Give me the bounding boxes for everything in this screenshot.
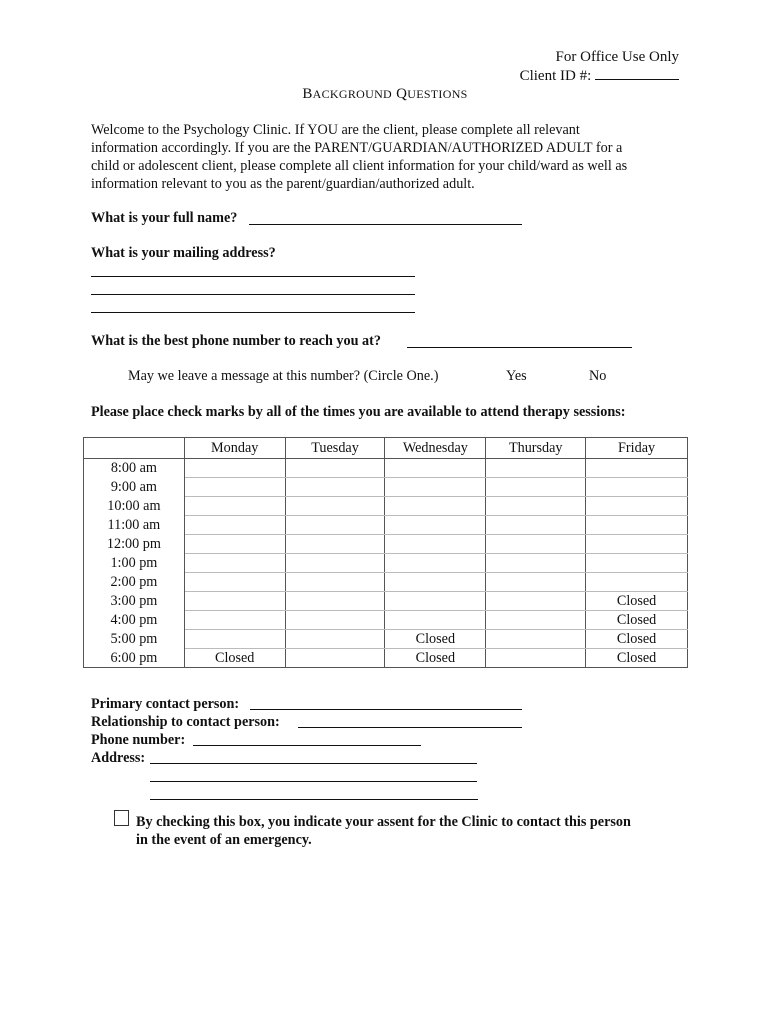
table-row [84, 573, 688, 592]
table-row [84, 459, 688, 478]
availability-cell[interactable] [385, 535, 486, 554]
availability-prompt: Please place check marks by all of the times you are available to attend therapy sessions: [91, 404, 626, 420]
table-row [84, 535, 688, 554]
closed-cell: Closed [184, 649, 285, 668]
time-column-header [84, 438, 185, 459]
availability-cell[interactable] [586, 573, 688, 592]
table-row [84, 478, 688, 497]
availability-cell[interactable] [486, 478, 586, 497]
contact-address-row [91, 749, 280, 767]
phone-question: What is the best phone number to reach you at? [91, 333, 381, 349]
contact-address-label: Address: [91, 750, 146, 766]
day-header: Wednesday [385, 438, 486, 459]
title-initial-b: B [302, 86, 313, 102]
availability-cell[interactable] [486, 611, 586, 630]
availability-cell[interactable] [184, 459, 285, 478]
contact-address-line-2[interactable] [150, 781, 477, 782]
relationship-label: Relationship to contact person: [91, 714, 280, 730]
availability-cell[interactable] [586, 497, 688, 516]
day-header: Tuesday [285, 438, 385, 459]
mailing-address-line-1[interactable] [91, 276, 415, 277]
availability-cell[interactable] [486, 535, 586, 554]
table-row [84, 497, 688, 516]
page-title [0, 86, 770, 103]
availability-cell[interactable] [486, 573, 586, 592]
time-slot-label: 5:00 pm [84, 630, 185, 649]
office-use-label: For Office Use Only [555, 49, 679, 65]
availability-cell[interactable] [285, 554, 385, 573]
primary-contact-field[interactable] [250, 709, 522, 710]
contact-address-line-1[interactable] [150, 763, 477, 764]
day-header: Thursday [486, 438, 586, 459]
closed-cell: Closed [586, 630, 688, 649]
intro-line: information accordingly. If you are the PARENT/GUARDIAN/AUTHORIZED ADULT for a [91, 140, 623, 156]
primary-contact-row [91, 695, 280, 713]
availability-cell[interactable] [184, 573, 285, 592]
time-slot-label: 9:00 am [84, 478, 185, 497]
availability-cell[interactable] [486, 459, 586, 478]
availability-cell[interactable] [385, 497, 486, 516]
availability-cell[interactable] [385, 573, 486, 592]
availability-cell[interactable] [285, 630, 385, 649]
availability-cell[interactable] [285, 497, 385, 516]
availability-cell[interactable] [285, 592, 385, 611]
table-row [84, 516, 688, 535]
availability-cell[interactable] [184, 535, 285, 554]
emergency-consent-text [136, 813, 696, 849]
intro-line: information relevant to you as the parent/guardian/authorized adult. [91, 176, 475, 192]
day-header: Friday [586, 438, 688, 459]
office-use-block [520, 48, 679, 85]
contact-address-line-3[interactable] [150, 799, 478, 800]
time-slot-label: 3:00 pm [84, 592, 185, 611]
time-slot-label: 10:00 am [84, 497, 185, 516]
availability-table [83, 437, 688, 668]
time-slot-label: 12:00 pm [84, 535, 185, 554]
emergency-consent-checkbox[interactable] [114, 810, 129, 826]
availability-cell[interactable] [486, 592, 586, 611]
contact-phone-row [91, 731, 280, 749]
contact-phone-label: Phone number: [91, 732, 186, 748]
availability-cell[interactable] [184, 630, 285, 649]
table-row [84, 649, 688, 668]
time-slot-label: 2:00 pm [84, 573, 185, 592]
intro-paragraph [91, 121, 681, 193]
title-smallcaps-1: ACKGROUND [312, 87, 393, 101]
availability-cell[interactable] [385, 592, 486, 611]
message-prompt: May we leave a message at this number? (Circle One.) [128, 368, 439, 384]
message-no-option[interactable]: No [589, 368, 607, 384]
availability-cell[interactable] [285, 459, 385, 478]
availability-cell[interactable] [285, 649, 385, 668]
availability-cell[interactable] [184, 478, 285, 497]
availability-cell[interactable] [586, 516, 688, 535]
day-header: Monday [184, 438, 285, 459]
relationship-field[interactable] [298, 727, 522, 728]
intro-line: Welcome to the Psychology Clinic. If YOU are the client, please complete all relevant [91, 122, 580, 138]
time-slot-label: 1:00 pm [84, 554, 185, 573]
closed-cell: Closed [586, 592, 688, 611]
availability-cell[interactable] [184, 611, 285, 630]
availability-cell[interactable] [385, 611, 486, 630]
availability-cell[interactable] [285, 478, 385, 497]
full-name-field[interactable] [249, 224, 522, 225]
availability-cell[interactable] [586, 554, 688, 573]
intro-line: child or adolescent client, please complete all client information for your child/ward as well as [91, 158, 628, 174]
title-smallcaps-2: UESTIONS [407, 87, 468, 101]
availability-cell[interactable] [486, 497, 586, 516]
availability-cell[interactable] [586, 459, 688, 478]
availability-cell[interactable] [486, 554, 586, 573]
mailing-address-question: What is your mailing address? [91, 245, 276, 261]
availability-cell[interactable] [385, 516, 486, 535]
availability-cell[interactable] [285, 535, 385, 554]
consent-line: By checking this box, you indicate your assent for the Clinic to contact this person [136, 814, 631, 830]
availability-cell[interactable] [586, 478, 688, 497]
table-row [84, 554, 688, 573]
table-row [84, 630, 688, 649]
table-row [84, 611, 688, 630]
closed-cell: Closed [385, 649, 486, 668]
closed-cell: Closed [586, 649, 688, 668]
client-id-field[interactable] [595, 66, 679, 80]
availability-cell[interactable] [285, 573, 385, 592]
availability-cell[interactable] [486, 516, 586, 535]
client-id-row [520, 66, 679, 85]
availability-cell[interactable] [285, 516, 385, 535]
mailing-address-line-2[interactable] [91, 294, 415, 295]
message-yes-option[interactable]: Yes [506, 368, 527, 384]
availability-cell[interactable] [184, 516, 285, 535]
full-name-question: What is your full name? [91, 210, 238, 226]
availability-cell[interactable] [385, 459, 486, 478]
closed-cell: Closed [586, 611, 688, 630]
relationship-row [91, 713, 280, 731]
availability-cell[interactable] [385, 554, 486, 573]
time-slot-label: 11:00 am [84, 516, 185, 535]
primary-contact-label: Primary contact person: [91, 696, 240, 712]
time-slot-label: 4:00 pm [84, 611, 185, 630]
availability-cell[interactable] [184, 497, 285, 516]
availability-cell[interactable] [285, 611, 385, 630]
availability-cell[interactable] [486, 630, 586, 649]
phone-field[interactable] [407, 347, 632, 348]
closed-cell: Closed [385, 630, 486, 649]
time-slot-label: 8:00 am [84, 459, 185, 478]
emergency-contact-block [91, 695, 280, 767]
availability-cell[interactable] [385, 478, 486, 497]
availability-cell[interactable] [184, 592, 285, 611]
table-header-row [84, 438, 688, 459]
availability-cell[interactable] [184, 554, 285, 573]
availability-cell[interactable] [486, 649, 586, 668]
time-slot-label: 6:00 pm [84, 649, 185, 668]
table-row [84, 592, 688, 611]
title-initial-q: Q [396, 86, 408, 102]
client-id-label: Client ID #: [519, 68, 592, 84]
mailing-address-line-3[interactable] [91, 312, 415, 313]
availability-cell[interactable] [586, 535, 688, 554]
contact-phone-field[interactable] [193, 745, 421, 746]
consent-line: in the event of an emergency. [136, 832, 312, 848]
